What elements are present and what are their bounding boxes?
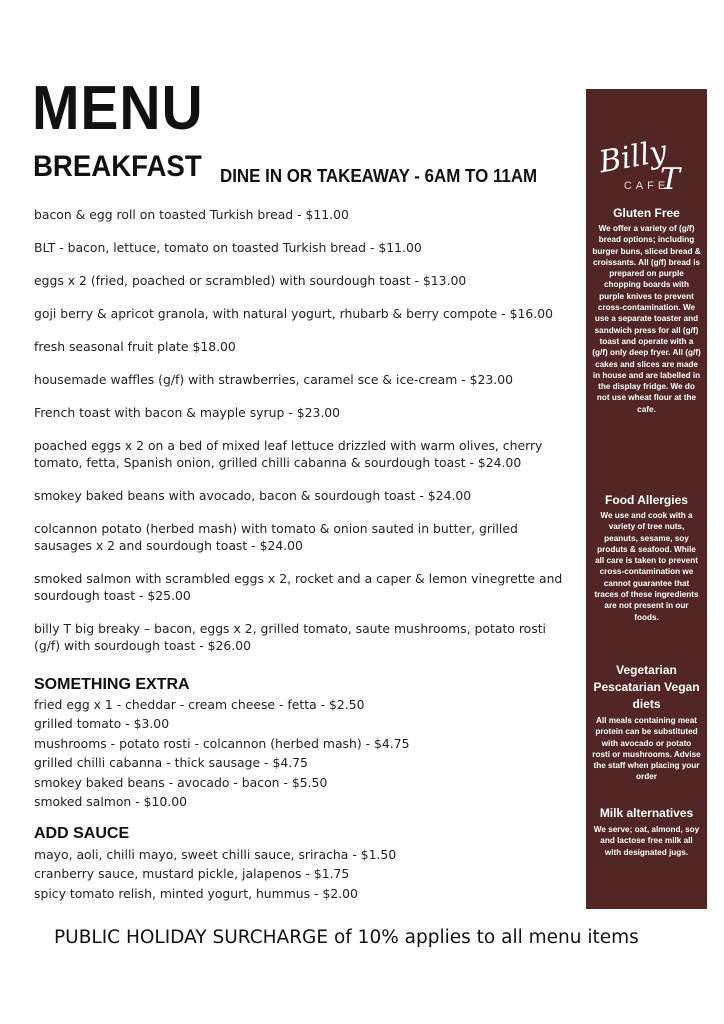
service-hours: DINE IN OR TAKEAWAY - 6AM TO 11AM	[220, 166, 538, 186]
menu-item: poached eggs x 2 on a bed of mixed leaf lettuce drizzled with warm olives, cherry tomato, fetta, Spanish onion, grilled chilli cabanna & sourdough toast - $24.00	[34, 438, 543, 470]
menu-title: MENU	[32, 74, 204, 143]
extras-heading: SOMETHING EXTRA	[34, 676, 190, 693]
sauce-item: spicy tomato relish, minted yogurt, hummus - $2.00	[34, 885, 358, 901]
food-allergies-block	[592, 493, 701, 623]
svg-text:Billy: Billy	[596, 133, 670, 181]
logo-cafe-text: CAFE	[623, 180, 670, 192]
menu-item: goji berry & apricot granola, with natural yogurt, rhubarb & berry compote - $16.00	[34, 306, 553, 321]
menu-item: bacon & egg roll on toasted Turkish bread - $11.00	[34, 207, 349, 222]
svg-text:T: T	[660, 162, 681, 193]
menu-item: eggs x 2 (fried, poached or scrambled) with sourdough toast - $13.00	[34, 273, 467, 288]
dietary-heading: Vegetarian Pescatarian Vegan diets	[593, 663, 700, 711]
sauce-list	[34, 845, 574, 903]
extra-item: fried egg x 1 - cheddar - cream cheese - fetta - $2.50	[34, 697, 365, 712]
sauce-item: mayo, aoli, chilli mayo, sweet chilli sauce, sriracha - $1.50	[34, 847, 397, 862]
milk-heading: Milk alternatives	[599, 806, 694, 820]
menu-item: billy T big breaky – bacon, eggs x 2, grilled tomato, saute mushrooms, potato rosti (g/f) with sourdough toast - $26.00	[34, 621, 546, 653]
dietary-info-panel	[586, 89, 707, 909]
sauce-item: cranberry sauce, mustard pickle, jalapenos - $1.75	[34, 866, 350, 882]
gluten-free-text: We offer a variety of (g/f) bread options; including burger buns, sliced bread & croissants. All (g/f) bread is prepared on purple chopping boards with purple knives to prevent cross-contamination. We use a separate toaster and sandwich press for all (g/f) toast and operate with a (g/f) only deep fryer. All (g/f) cakes and slices are made in house and are labelled in the display fridge. We do not use wheat flour at the cafe.	[592, 224, 701, 414]
milk-text: We serve; oat, almond, soy and lactose free milk all with designated jugs.	[593, 825, 700, 857]
breakfast-list	[34, 206, 574, 670]
dietary-block	[592, 662, 701, 783]
sauce-heading: ADD SAUCE	[34, 825, 130, 842]
food-allergies-heading: Food Allergies	[605, 493, 688, 507]
menu-item: French toast with bacon & mayple syrup - $23.00	[34, 405, 341, 420]
menu-item: BLT - bacon, lettuce, tomato on toasted Turkish bread - $11.00	[34, 240, 422, 255]
food-allergies-text: We use and cook with a variety of tree nuts, peanuts, sesame, soy produts & seafood. While all care is taken to prevent cross-contamination we cannot guarantee that traces of these ingredients are not present in our foods.	[594, 511, 699, 622]
menu-item: smoked salmon with scrambled eggs x 2, rocket and a caper & lemon vinegrette and sourdough toast - $25.00	[34, 571, 563, 603]
extra-item: grilled chilli cabanna - thick sausage - $4.75	[34, 755, 308, 771]
extra-item: smoked salmon - $10.00	[34, 794, 187, 810]
extra-item: grilled tomato - $3.00	[34, 716, 170, 732]
extras-list	[34, 695, 574, 811]
dietary-text: All meals containing meat protein can be substituted with avocado or potato rosti or mushrooms. Advise the staff when placing your order	[592, 716, 701, 782]
extra-item: mushrooms - potato rosti - colcannon (herbed mash) - $4.75	[34, 735, 410, 751]
menu-item: fresh seasonal fruit plate $18.00	[34, 339, 236, 354]
section-title-breakfast: BREAKFAST	[33, 150, 202, 183]
menu-item: colcannon potato (herbed mash) with tomato & onion sauted in butter, grilled sausages x 2 and sourdough toast - $24.00	[34, 521, 518, 553]
gluten-free-heading: Gluten Free	[613, 206, 680, 220]
milk-block	[592, 805, 701, 858]
menu-item: housemade waffles (g/f) with strawberries, caramel sce & ice-cream - $23.00	[34, 372, 513, 387]
gluten-free-block	[592, 206, 701, 415]
menu-item: smokey baked beans with avocado, bacon & sourdough toast - $24.00	[34, 488, 472, 503]
holiday-surcharge-note: PUBLIC HOLIDAY SURCHARGE of 10% applies to all menu items	[54, 927, 639, 948]
extra-item: smokey baked beans - avocado - bacon - $5.50	[34, 774, 328, 790]
